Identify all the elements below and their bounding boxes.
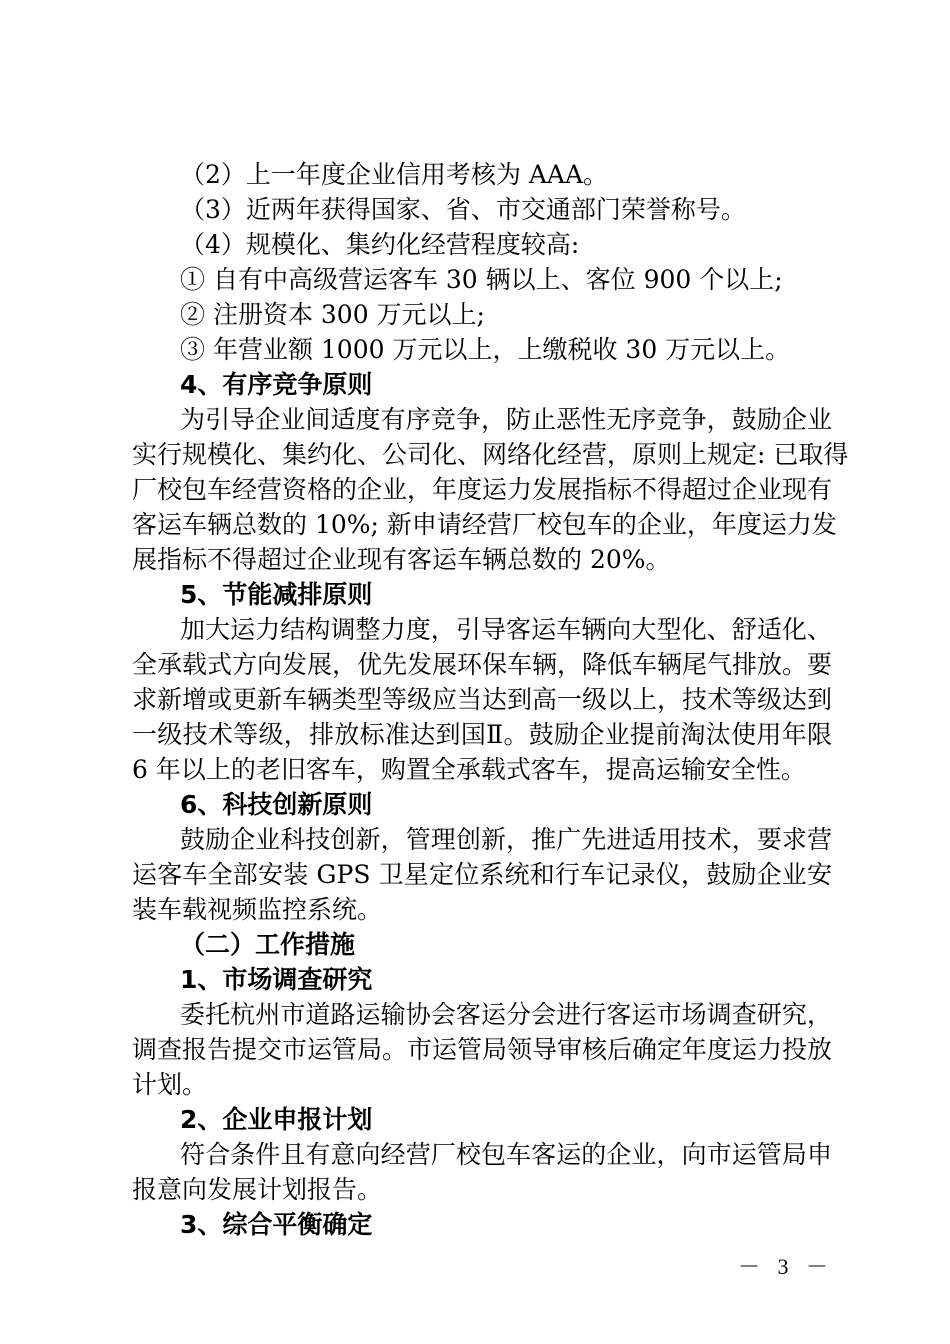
text-line: （4）规模化、集约化经营程度较高:	[180, 230, 580, 259]
section-heading: 2、企业申报计划	[180, 1105, 373, 1134]
paragraph-line: 为引导企业间适度有序竞争，防止恶性无序竞争，鼓励企业	[180, 405, 832, 434]
paragraph-line: 运客车全部安装 GPS 卫星定位系统和行车记录仪，鼓励企业安	[132, 860, 832, 889]
paragraph-line: 加大运力结构调整力度，引导客运车辆向大型化、舒适化、	[180, 615, 832, 644]
text-line: ① 自有中高级营运客车 30 辆以上、客位 900 个以上;	[180, 265, 783, 294]
section-heading: 6、科技创新原则	[180, 790, 373, 819]
paragraph-line: 委托杭州市道路运输协会客运分会进行客运市场调查研究，	[180, 1000, 832, 1029]
paragraph-line: 报意向发展计划报告。	[132, 1175, 383, 1204]
section-heading: 5、节能减排原则	[180, 580, 373, 609]
section-heading: 4、有序竞争原则	[180, 370, 373, 399]
subsection-heading: （二）工作措施	[180, 930, 356, 959]
paragraph-line: 全承载式方向发展，优先发展环保车辆，降低车辆尾气排放。要	[132, 650, 833, 679]
section-heading: 3、综合平衡确定	[180, 1210, 373, 1239]
paragraph-line: 厂校包车经营资格的企业，年度运力发展指标不得超过企业现有	[132, 475, 833, 504]
paragraph-line: 一级技术等级，排放标准达到国Ⅱ。鼓励企业提前淘汰使用年限	[132, 720, 832, 749]
paragraph-line: 6 年以上的老旧客车，购置全承载式客车，提高运输安全性。	[132, 755, 806, 784]
paragraph-line: 装车载视频监控系统。	[132, 895, 383, 924]
paragraph-line: 求新增或更新车辆类型等级应当达到高一级以上，技术等级达到	[132, 685, 833, 714]
paragraph-line: 实行规模化、集约化、公司化、网络化经营，原则上规定: 已取得	[132, 440, 849, 469]
paragraph-line: 计划。	[132, 1070, 208, 1099]
text-line: （3）近两年获得国家、省、市交通部门荣誉称号。	[180, 195, 746, 224]
paragraph-line: 调查报告提交市运管局。市运管局领导审核后确定年度运力投放	[132, 1035, 833, 1064]
text-line: ③ 年营业额 1000 万元以上，上缴税收 30 万元以上。	[180, 335, 791, 364]
section-heading: 1、市场调查研究	[180, 965, 373, 994]
page-number: － 3 －	[738, 1254, 835, 1279]
paragraph-line: 展指标不得超过企业现有客运车辆总数的 20%。	[132, 545, 671, 574]
paragraph-line: 客运车辆总数的 10%; 新申请经营厂校包车的企业，年度运力发	[132, 510, 837, 539]
paragraph-line: 符合条件且有意向经营厂校包车客运的企业，向市运管局申	[180, 1140, 832, 1169]
text-line: ② 注册资本 300 万元以上;	[180, 300, 485, 329]
text-line: （2）上一年度企业信用考核为 AAA。	[180, 160, 609, 189]
paragraph-line: 鼓励企业科技创新，管理创新，推广先进适用技术，要求营	[180, 825, 832, 854]
